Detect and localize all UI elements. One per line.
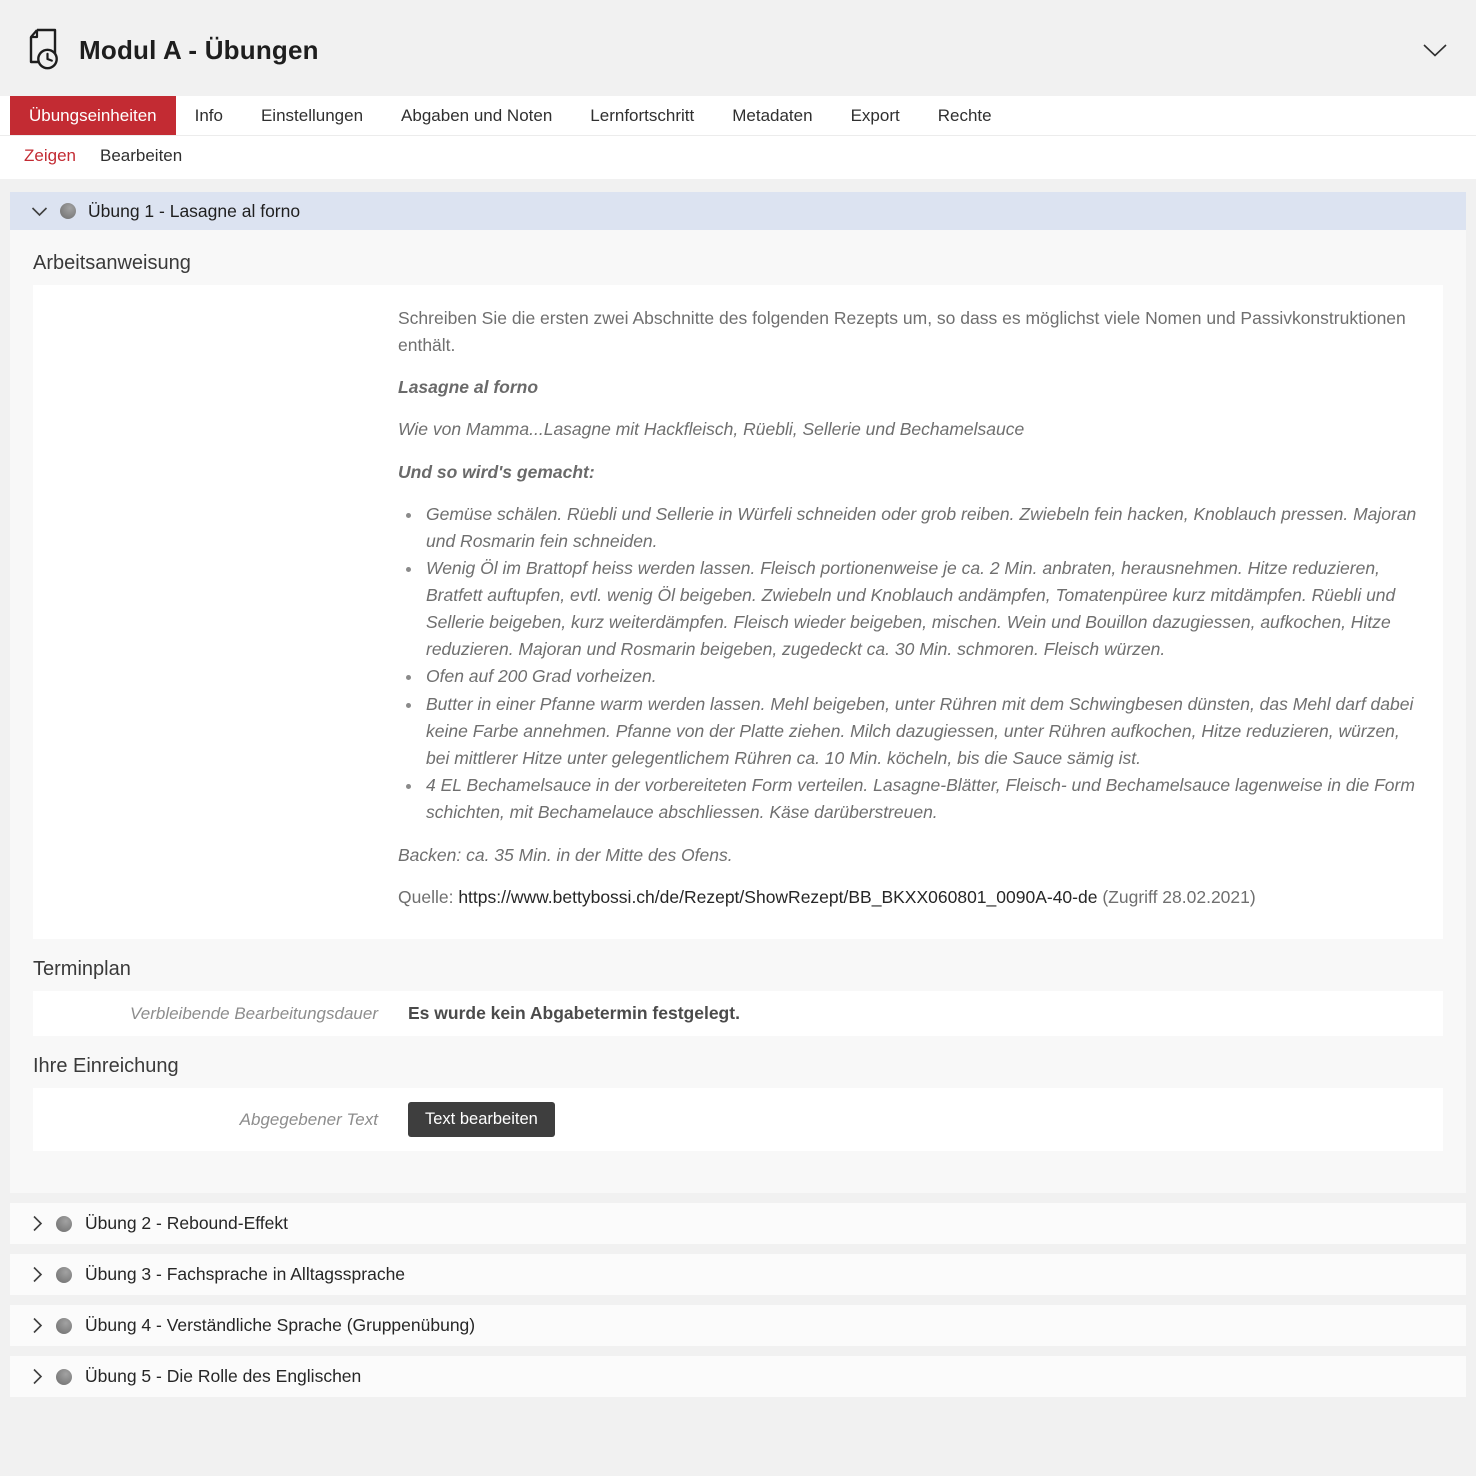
baking-note: Backen: ca. 35 Min. in der Mitte des Ofens. xyxy=(398,845,733,866)
status-dot xyxy=(56,1216,72,1232)
exercise-4-header[interactable] xyxy=(10,1305,1466,1346)
status-dot xyxy=(60,203,76,219)
exercise-title: Übung 5 - Die Rolle des Englischen xyxy=(85,1366,362,1387)
text-bearbeiten-button[interactable]: Text bearbeiten xyxy=(408,1102,555,1137)
exercise-1-body xyxy=(10,230,1466,1193)
tab-info[interactable]: Info xyxy=(194,105,223,125)
chevron-down-icon xyxy=(31,206,48,217)
tab-rechte[interactable]: Rechte xyxy=(937,105,992,125)
document-clock-icon xyxy=(24,25,64,78)
chevron-right-icon xyxy=(32,1215,43,1232)
terminplan-row-label: Verbleibende Bearbeitungsdauer xyxy=(130,1003,378,1023)
source-label: Quelle: xyxy=(398,887,459,908)
tab-einstellungen[interactable]: Einstellungen xyxy=(260,105,364,125)
recipe-steps-heading: Und so wird's gemacht: xyxy=(398,461,595,482)
exercise-title: Übung 2 - Rebound-Effekt xyxy=(85,1213,289,1234)
tab-uebungseinheiten[interactable]: Übungseinheiten xyxy=(10,96,176,135)
exercise-2-header[interactable] xyxy=(10,1203,1466,1244)
instruction-box xyxy=(33,285,1443,939)
terminplan-heading: Terminplan xyxy=(33,958,131,981)
exercise-title: Übung 1 - Lasagne al forno xyxy=(88,200,301,221)
einreichung-heading: Ihre Einreichung xyxy=(33,1055,179,1078)
exercise-1-panel xyxy=(10,192,1466,1193)
subtab-zeigen[interactable]: Zeigen xyxy=(24,146,76,165)
recipe-subtitle: Wie von Mamma...Lasagne mit Hackfleisch, Rüebli, Sellerie und Bechamelsauce xyxy=(398,419,1025,440)
tab-abgaben-und-noten[interactable]: Abgaben und Noten xyxy=(401,105,553,125)
tab-export[interactable]: Export xyxy=(850,105,900,125)
exercise-1-header[interactable] xyxy=(10,192,1466,230)
title-bar xyxy=(0,0,1476,96)
recipe-steps-list xyxy=(398,501,1427,827)
instruction-intro: Schreiben Sie die ersten zwei Abschnitte des folgenden Rezepts um, so dass es möglichst viele Nomen und Passivkonstruktionen enthält. xyxy=(398,308,1406,356)
recipe-title: Lasagne al forno xyxy=(398,377,539,398)
chevron-right-icon xyxy=(32,1368,43,1385)
chevron-right-icon xyxy=(32,1266,43,1283)
tab-lernfortschritt[interactable]: Lernfortschritt xyxy=(590,105,695,125)
recipe-step: • 4 EL Bechamelsauce in der vorbereiteten Form verteilen. Lasagne-Blätter, Fleisch- und Bechamelsauce lagenweise in die Form schichten, mit Bechamelauce abschliessen. Käse darüberstreuen. xyxy=(423,772,1427,826)
recipe-step: • Wenig Öl im Brattopf heiss werden lassen. Fleisch portionenweise je ca. 2 Min. anbraten, herausnehmen. Hitze reduzieren, Bratfett auftupfen, evtl. wenig Öl beigeben. Zwiebeln und Knoblauch andämpfen, Tomatenpüree kurz mitdämpfen. Rüebli und Sellerie beigeben, kurz weiterdämpfen. Fleisch wieder beigeben, mischen. Wein und Bouillon dazugiessen, aufkochen, Hitze reduzieren. Majoran und Rosmarin beigeben, zugedeckt ca. 30 Min. schmoren. Fleisch würzen. xyxy=(423,555,1427,664)
exercise-3-header[interactable] xyxy=(10,1254,1466,1295)
terminplan-row-value: Es wurde kein Abgabetermin festgelegt. xyxy=(408,1003,740,1024)
terminplan-row xyxy=(33,991,1443,1036)
status-dot xyxy=(56,1267,72,1283)
source-url-link[interactable]: https://www.bettybossi.ch/de/Rezept/ShowRezept/BB_BKXX060801_0090A-40-de xyxy=(458,887,1098,908)
tab-bar xyxy=(0,96,1476,136)
tab-metadaten[interactable]: Metadaten xyxy=(732,105,813,125)
einreichung-row-label: Abgegebener Text xyxy=(239,1109,378,1129)
recipe-step: • Ofen auf 200 Grad vorheizen. xyxy=(423,663,1427,690)
status-dot xyxy=(56,1318,72,1334)
status-dot xyxy=(56,1369,72,1385)
exercise-title: Übung 4 - Verständliche Sprache (Gruppenübung) xyxy=(85,1315,476,1336)
source-line xyxy=(398,884,1427,911)
recipe-step: • Butter in einer Pfanne warm werden lassen. Mehl beigeben, unter Rühren mit dem Schwingbesen dünsten, das Mehl darf dabei keine Farbe annehmen. Pfanne von der Platte ziehen. Milch dazugiessen, unter Rühren aufkochen, Hitze reduzieren, würzen, bei mittlerer Hitze unter gelegentlichem Rühren ca. 10 Min. köcheln, bis die Sauce sämig ist. xyxy=(423,691,1427,772)
chevron-down-icon[interactable] xyxy=(1422,43,1448,58)
exercise-title: Übung 3 - Fachsprache in Alltagssprache xyxy=(85,1264,406,1285)
recipe-step: • Gemüse schälen. Rüebli und Sellerie in Würfeli schneiden oder grob reiben. Zwiebeln fein hacken, Knoblauch pressen. Majoran und Rosmarin fein schneiden. xyxy=(423,501,1427,555)
exercise-5-header[interactable] xyxy=(10,1356,1466,1397)
sub-tab-bar xyxy=(0,136,1476,179)
chevron-right-icon xyxy=(32,1317,43,1334)
arbeitsanweisung-heading: Arbeitsanweisung xyxy=(33,252,191,274)
subtab-bearbeiten[interactable]: Bearbeiten xyxy=(99,146,183,165)
einreichung-row xyxy=(33,1088,1443,1151)
source-access-date: (Zugriff 28.02.2021) xyxy=(1097,887,1256,908)
page-title: Modul A - Übungen xyxy=(79,34,319,65)
